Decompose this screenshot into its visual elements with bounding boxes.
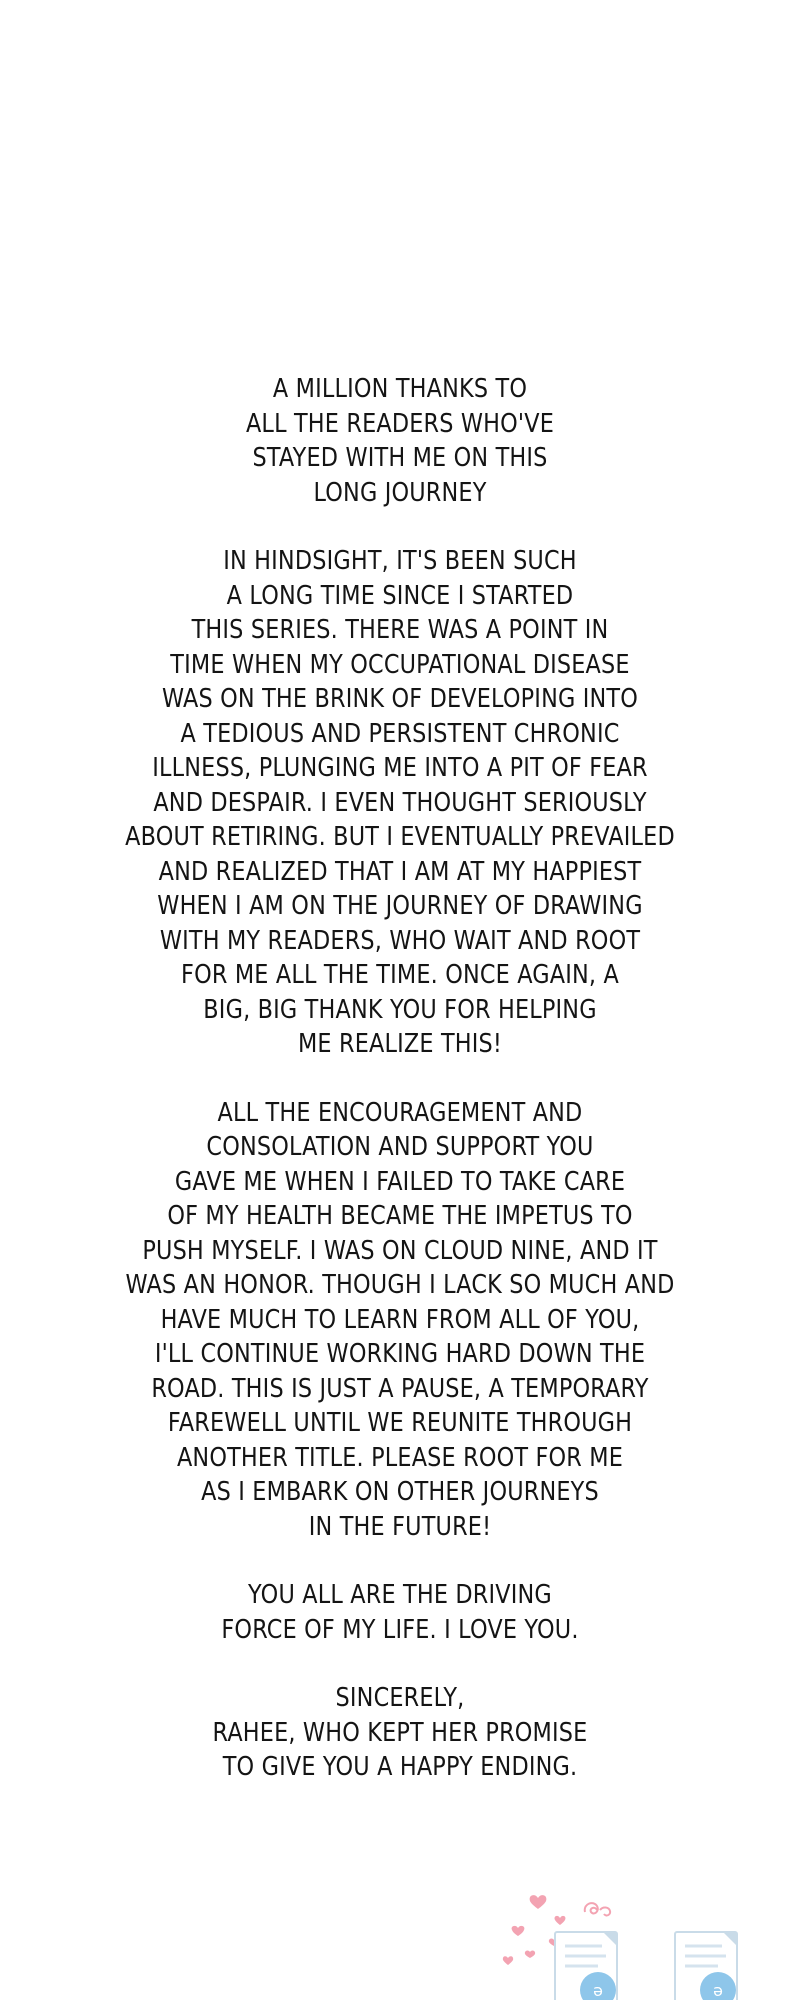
letter-line: ROAD. THIS IS JUST A PAUSE, A TEMPORARY <box>151 1373 649 1404</box>
letter-line: ALL THE ENCOURAGEMENT AND <box>217 1097 583 1128</box>
letter-line: BIG, BIG THANK YOU FOR HELPING <box>203 994 597 1025</box>
letter-line: WAS AN HONOR. THOUGH I LACK SO MUCH AND <box>125 1270 675 1300</box>
letter-line: CONSOLATION AND SUPPORT YOU <box>206 1132 594 1162</box>
svg-text:ǝ: ǝ <box>713 1981 723 2000</box>
letter-line: FOR ME ALL THE TIME. ONCE AGAIN, A <box>181 960 619 990</box>
letter-line: ANOTHER TITLE. PLEASE ROOT FOR ME <box>176 1442 624 1473</box>
svg-text:ǝ: ǝ <box>593 1981 603 2000</box>
letter-line: A MILLION THANKS TO <box>272 374 528 404</box>
letter-line: YOU ALL ARE THE DRIVING <box>248 1580 552 1610</box>
letter-paragraph <box>40 372 760 510</box>
letter-line: FAREWELL UNTIL WE REUNITE THROUGH <box>167 1408 633 1438</box>
letter-line: RAHEE, WHO KEPT HER PROMISE <box>212 1717 588 1748</box>
letter-line: IN THE FUTURE! <box>308 1511 492 1542</box>
letter-line: WITH MY READERS, WHO WAIT AND ROOT <box>159 925 641 956</box>
letter-line: A LONG TIME SINCE I STARTED <box>226 580 574 611</box>
letter-paragraph <box>40 544 760 1062</box>
letter-line: THIS SERIES. THERE WAS A POINT IN <box>191 615 609 645</box>
letter-line: ME REALIZE THIS! <box>297 1029 503 1059</box>
letter-line: WHEN I AM ON THE JOURNEY OF DRAWING <box>157 891 643 921</box>
letter-line: TIME WHEN MY OCCUPATIONAL DISEASE <box>170 649 630 680</box>
letter-paragraph <box>40 1578 760 1647</box>
letter-line: ILLNESS, PLUNGING ME INTO A PIT OF FEAR <box>152 753 648 783</box>
letter-line: I'LL CONTINUE WORKING HARD DOWN THE <box>154 1339 646 1369</box>
letter-line: AS I EMBARK ON OTHER JOURNEYS <box>201 1477 599 1507</box>
decoration-sticker <box>490 1880 800 2000</box>
letter-line: ALL THE READERS WHO'VE <box>245 408 555 439</box>
letter-line: ABOUT RETIRING. BUT I EVENTUALLY PREVAILED <box>125 822 675 852</box>
letter-line: IN HINDSIGHT, IT'S BEEN SUCH <box>223 546 577 576</box>
letter-line: OF MY HEALTH BECAME THE IMPETUS TO <box>167 1201 633 1231</box>
letter-line: LONG JOURNEY <box>313 477 487 508</box>
letter-line: AND DESPAIR. I EVEN THOUGHT SERIOUSLY <box>153 787 647 818</box>
letter-line: FORCE OF MY LIFE. I LOVE YOU. <box>221 1614 579 1645</box>
swirl-icon <box>585 1903 610 1915</box>
letter-line: GAVE ME WHEN I FAILED TO TAKE CARE <box>174 1166 626 1197</box>
letter-line: TO GIVE YOU A HAPPY ENDING. <box>222 1752 578 1782</box>
heart-icon <box>503 1956 513 1965</box>
letter-paragraph <box>40 1096 760 1545</box>
letter-line: AND REALIZED THAT I AM AT MY HAPPIEST <box>158 856 642 887</box>
letter-line: STAYED WITH ME ON THIS <box>252 443 548 473</box>
heart-icon <box>512 1926 525 1936</box>
heart-icon <box>530 1895 547 1909</box>
document-icon <box>675 1932 737 2000</box>
heart-icon <box>555 1916 566 1925</box>
heart-icon <box>525 1951 535 1958</box>
letter-line: A TEDIOUS AND PERSISTENT CHRONIC <box>180 718 620 749</box>
letter-paragraph <box>40 1681 760 1785</box>
document-icon <box>555 1932 617 2000</box>
letter-line: WAS ON THE BRINK OF DEVELOPING INTO <box>161 684 639 714</box>
letter-line: SINCERELY, <box>335 1683 465 1713</box>
letter-line: HAVE MUCH TO LEARN FROM ALL OF YOU, <box>160 1304 640 1335</box>
letter-line: PUSH MYSELF. I WAS ON CLOUD NINE, AND IT <box>142 1235 658 1266</box>
letter-body <box>40 372 760 1819</box>
